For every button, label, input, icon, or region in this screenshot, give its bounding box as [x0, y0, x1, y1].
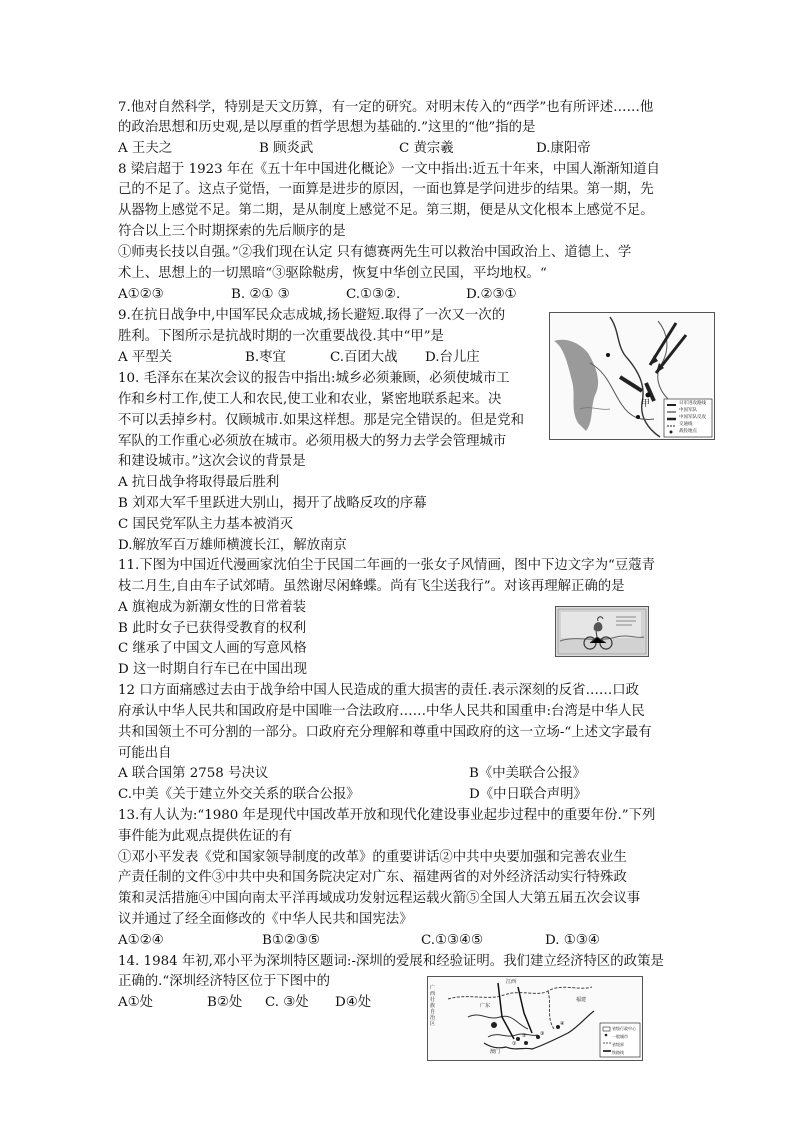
q13-option-a: A①②④: [118, 933, 164, 948]
q8-stem-line1: 8 梁启超于 1923 年在《五十年中国进化概论》一文中指出:近五十年来，中国人渐渐知道自: [118, 162, 660, 177]
q9-stem-line1: 9.在抗日战争中,中国军民众志成城,扬长避短.取得了一次又一次的: [118, 308, 506, 323]
q9-legend-item: 中国军队反攻: [679, 415, 706, 420]
q12-stem-line1: 12 口方面痛感过去由于战争给中国人民造成的重大损害的责任.表示深刻的反省……口政: [118, 683, 640, 698]
q7-option-c: C 黄宗羲: [399, 141, 454, 156]
q12-stem-line4: 可能出自: [118, 746, 172, 761]
q9-stem-line2: 胜利。下图所示是抗战时期的一次重要战役.其中“甲”是: [118, 329, 444, 344]
q7-stem-line1: 7.他对自然科学，特别是天文历算，有一定的研究。对明末传入的“西学”也有所评述……他: [118, 100, 654, 115]
q14-stem-line2: 正确的.“深圳经济特区位于下图中的: [118, 974, 330, 989]
q8-stem-line3: 从器物上感觉不足。第二期，是从制度上感觉不足。第三期，便是从文化根本上感觉不足。: [118, 203, 654, 218]
q14-option-a: A①处: [118, 995, 154, 1010]
q14-legend-item: 省级行政中心: [612, 1026, 636, 1031]
q14-region-map: [427, 976, 643, 1061]
q7-option-b: B 顾炎武: [259, 141, 314, 156]
svg-text:①: ①: [512, 1041, 517, 1047]
q9-battle-map: [549, 312, 715, 440]
q10-option-a: A 抗日战争将取得最后胜利: [118, 475, 280, 490]
q13-stem-line4: 产责任制的文件③中共中央和国务院决定对广东、福建两省的对外经济活动实行特殊政: [118, 870, 627, 885]
q13-stem-line6: 议并通过了经全面修改的《中华人民共和国宪法》: [118, 912, 413, 927]
q9-option-a: A 平型关: [118, 350, 173, 365]
q13-stem-line5: 策和灵活措施④中国向南太平洋再域成功发射远程运载火箭⑤全国人大第五届五次会议事: [118, 891, 641, 906]
q13-stem-line2: 事件能为此观点提供佐证的有: [118, 829, 293, 844]
svg-text:④: ④: [560, 1021, 565, 1027]
q10-stem-line3: 不可以丢掉乡村。仅顾城市.如果这样想。那是完全错误的。但是党和: [118, 413, 524, 428]
q14-map-label: 福建: [576, 997, 587, 1003]
q8-stem-line2: 己的不足了。这点子觉悟，一面算是进步的原因，一面也算是学问进步的结果。第一期，先: [118, 182, 654, 197]
q12-stem-line3: 共和国领土不可分割的一部分。口政府充分理解和尊重中国政府的这一立场-“上述文字最有: [118, 725, 652, 740]
q12-option-c: C.中美《关于建立外交关系的联合公报》: [118, 787, 360, 802]
q14-legend-item: 省级界: [612, 1042, 624, 1047]
q9-option-c: C.百团大战: [330, 350, 398, 365]
q14-stem-line1: 14. 1984 年初,邓小平为深圳特区题词:-深圳的爱展和经验证明。我们建立经济特区的政策是: [118, 954, 664, 969]
q14-map-label: 广西壮族自治区: [430, 985, 436, 1027]
q7-stem-line2: 的政治思想和历史观,是以厚重的哲学思想为基础的.”这里的“他”指的是: [118, 120, 536, 135]
q10-option-d: D.解放军百万雄师横渡长江，解放南京: [118, 538, 347, 553]
q8-stem-line5: ①师夷长技以自强。”②我们现在认定 只有德赛两先生可以救治中国政治上、道德上、学: [118, 245, 632, 260]
q12-option-a: A 联合国第 2758 号决议: [118, 766, 269, 781]
svg-text:③: ③: [540, 1031, 545, 1037]
q14-option-d: D④处: [335, 995, 372, 1010]
q9-option-b: B.枣宜: [245, 350, 286, 365]
q13-stem-line3: ①邓小平发表《党和国家领导制度的改革》的重要讲话②中共中央要加强和完善农业生: [118, 850, 627, 865]
q14-legend-item: 铁路线: [612, 1050, 624, 1055]
q14-map-label: 广东: [480, 1003, 491, 1009]
q13-stem-line1: 13.有人认为:“1980 年是现代中国改革开放和现代化建设事业起步过程中的重要年份.”下列: [118, 808, 656, 823]
q11-cartoon-image: [555, 606, 649, 657]
q11-option-c: C 继承了中国文人画的写意风格: [118, 641, 307, 656]
q10-stem-line4: 军队的工作重心必须放在城市。必须用极大的努力去学会管理城市: [118, 434, 507, 449]
q9-legend-item: 中国军队: [679, 408, 697, 413]
q8-stem-line4: 符合以上三个时期探索的先后顺序的是: [118, 224, 346, 239]
q9-option-d: D.台儿庄: [425, 350, 480, 365]
q14-map-label: 澳门: [490, 1049, 501, 1055]
q7-option-a: A 王夫之: [118, 141, 173, 156]
q9-map-label-jia: 甲: [641, 399, 651, 409]
q13-option-d: D. ①③④: [545, 933, 600, 948]
q14-map-label: 江西: [506, 979, 517, 985]
q8-option-d: D.②③①: [466, 287, 517, 302]
q11-option-d: D 这一时期自行车已在中国出现: [118, 662, 308, 677]
q7-option-d: D.康阳帝: [536, 141, 591, 156]
q10-stem-line1: 10. 毛泽东在某次会议的报告中指出:城乡必须兼顾，必须使城市工: [118, 371, 510, 386]
q14-legend-item: 一般城市: [612, 1034, 628, 1039]
q9-map-legend: [679, 400, 713, 435]
q14-option-c: C. ③处: [265, 995, 309, 1010]
q8-option-a: A①②③: [118, 287, 164, 302]
q14-option-b: B②处: [207, 995, 243, 1010]
q13-option-c: C.①③④⑤: [421, 933, 484, 948]
q9-legend-item: 交通线: [679, 422, 693, 427]
q8-stem-line6: 术上、思想上的一切黑暗“③驱除鞑虏，恢复中华创立民国，平均地权。“: [118, 266, 547, 281]
q8-option-b: B. ②① ③: [231, 287, 290, 302]
q12-option-d: D《中日联合声明》: [469, 787, 587, 802]
q10-option-c: C 国民党军队主力基本被消灭: [118, 517, 294, 532]
q11-option-a: A 旗袍成为新潮女性的日常着装: [118, 600, 307, 615]
q8-option-c: C.①③②.: [346, 287, 401, 302]
q11-option-b: B 此时女子已获得受教育的权利: [118, 621, 307, 636]
q13-option-b: B①②③⑤: [262, 933, 320, 948]
q10-stem-line5: 和建设城市。”这次会议的背景是: [118, 454, 306, 469]
svg-text:②: ②: [522, 1033, 527, 1039]
q11-stem-line2: 枝二月生,自由车子试郊晴。虽然谢尽闲蜂蝶。尚有飞尘送我行”。对该再理解正确的是: [118, 579, 625, 594]
q14-map-legend: [612, 1025, 640, 1057]
q10-stem-line2: 作和乡村工作,使工人和农民,使工业和农业，紧密地联系起来。决: [118, 392, 502, 407]
q12-stem-line2: 府承认中华人民共和国政府是中国唯一合法政府……中华人民共和国重申:台湾是中华人民: [118, 704, 645, 719]
q9-legend-item: 日军进攻路线: [679, 401, 706, 406]
q9-legend-item: 战役地点: [679, 429, 697, 434]
q12-option-b: B《中美联合公报》: [469, 766, 586, 781]
q11-stem-line1: 11.下图为中国近代漫画家沈伯尘于民国二年画的一张女子风情画，图中下边文字为“豆蔻青: [118, 558, 655, 573]
q10-option-b: B 刘邓大军千里跃进大别山，揭开了战略反攻的序幕: [118, 496, 427, 511]
